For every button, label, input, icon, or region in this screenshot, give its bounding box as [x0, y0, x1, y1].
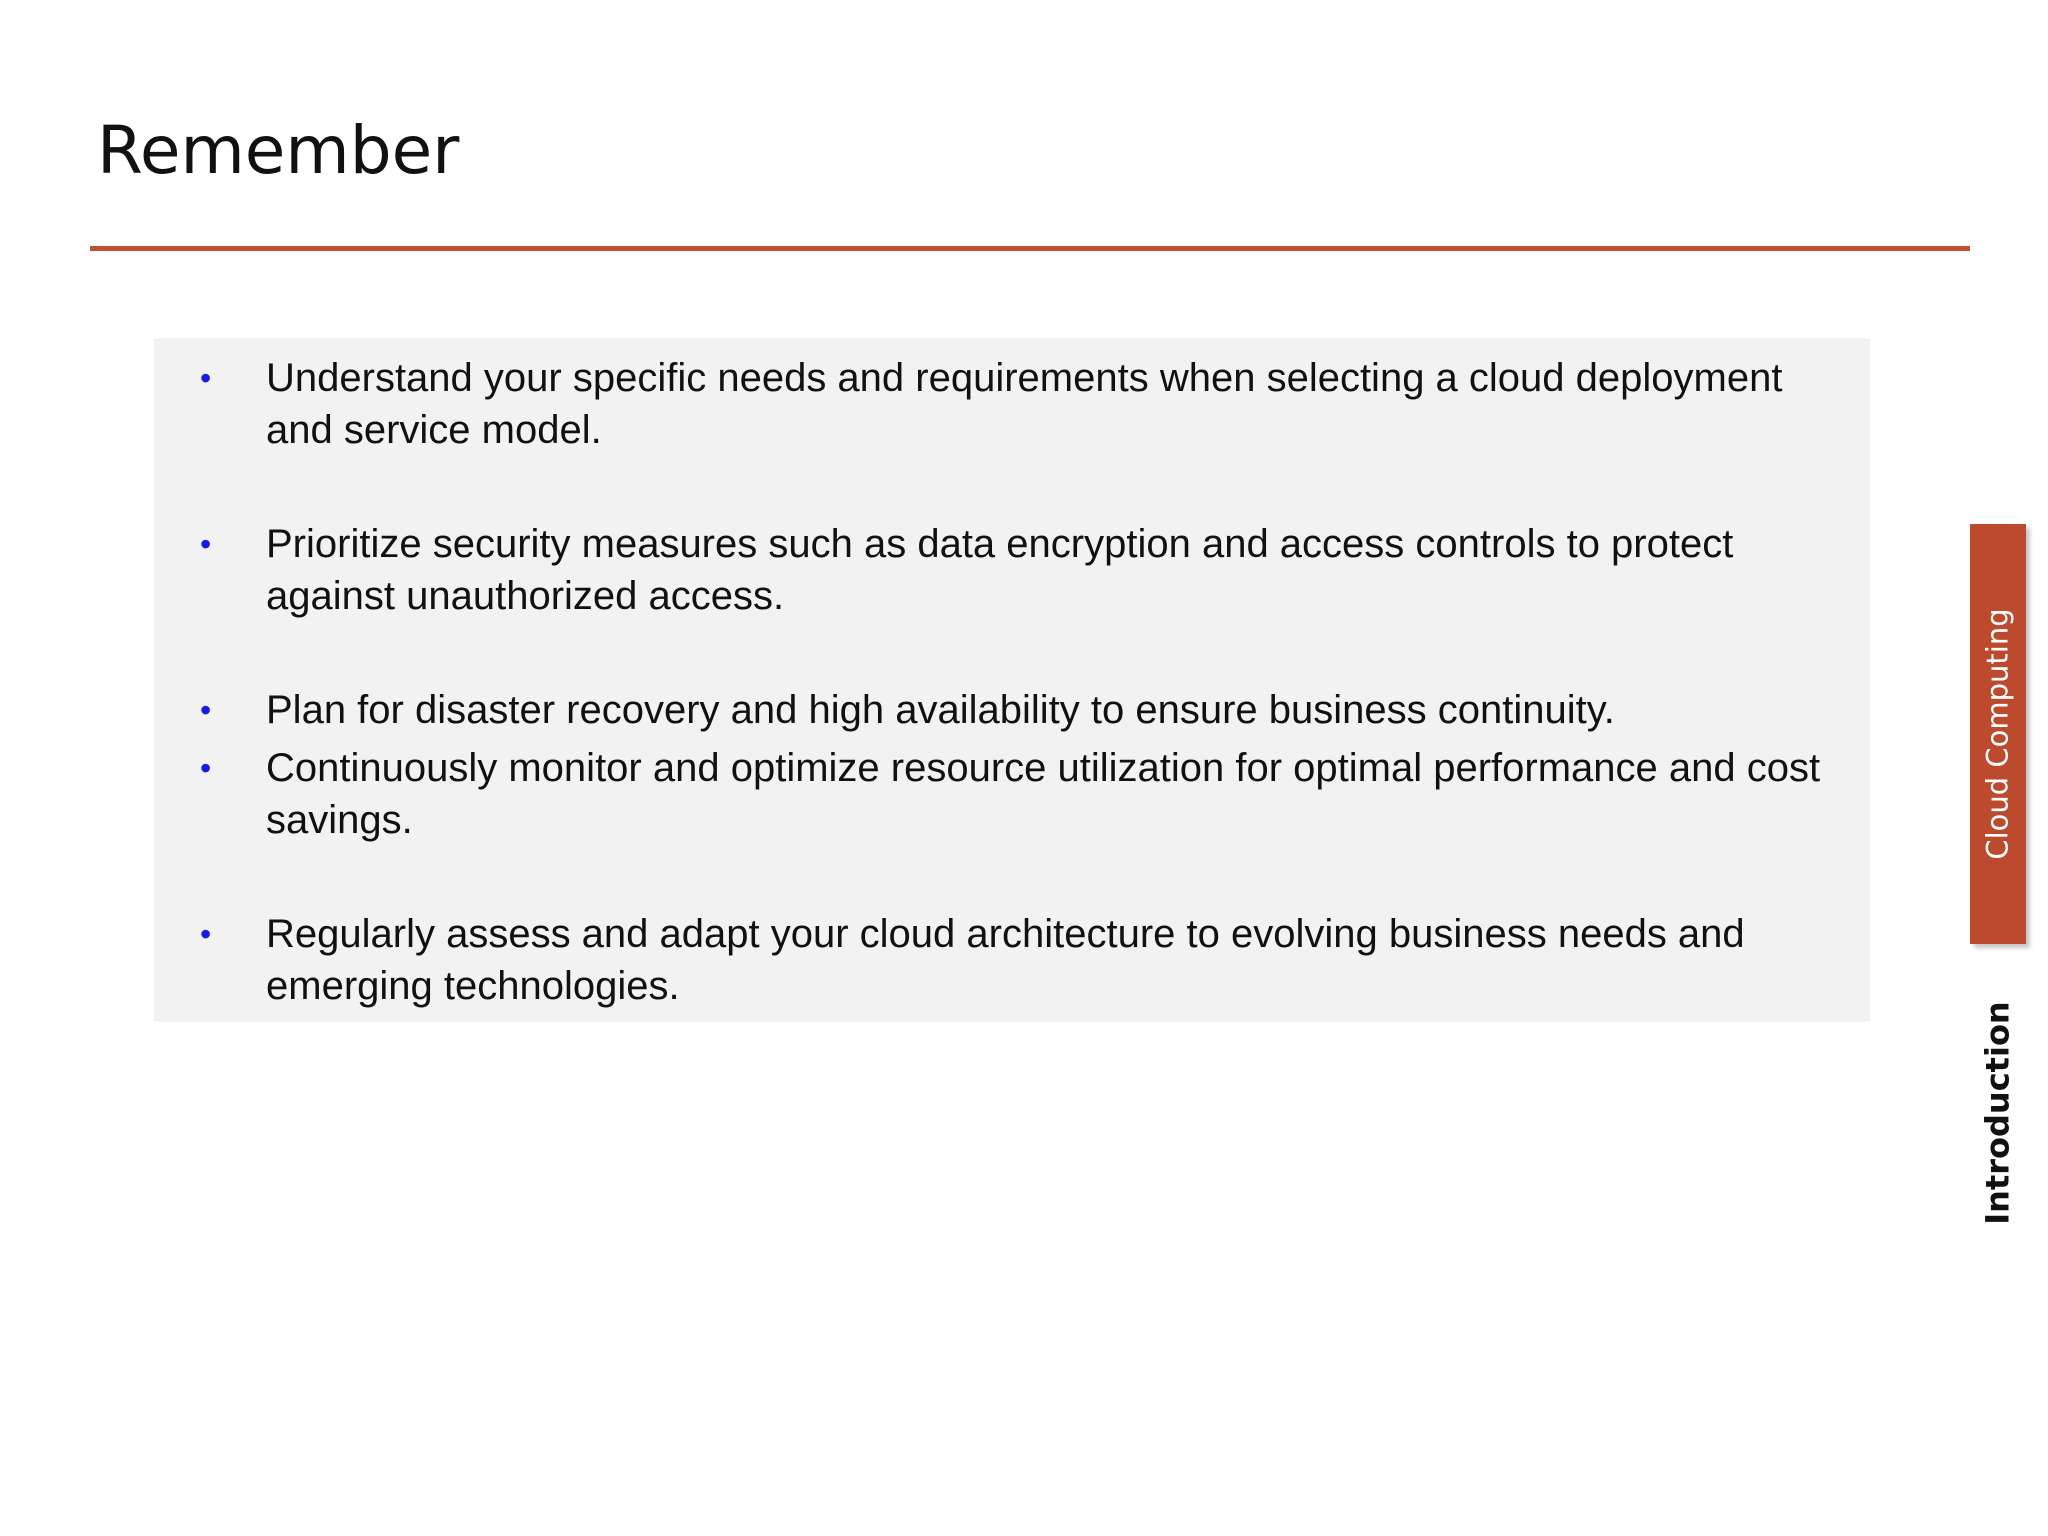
bullet-item — [154, 684, 1870, 736]
section-tab-cloud-computing[interactable] — [1970, 524, 2026, 944]
chapter-label-text: Introduction — [1979, 1001, 2017, 1225]
bullet-icon: • — [200, 916, 212, 952]
bullet-item — [154, 742, 1870, 846]
bullet-item — [154, 352, 1870, 456]
slide-title: Remember — [97, 112, 460, 189]
title-divider — [90, 246, 1970, 251]
bullet-icon: • — [200, 360, 212, 396]
bullet-text: Continuously monitor and optimize resource utilization for optimal performance and cost savings. — [266, 746, 1821, 842]
bullet-item — [154, 908, 1870, 1012]
bullet-icon: • — [200, 692, 212, 728]
section-tab-label: Cloud Computing — [1981, 608, 2015, 860]
bullet-text: Understand your specific needs and requirements when selecting a cloud deployment and service model. — [266, 356, 1783, 452]
bullet-text: Prioritize security measures such as data encryption and access controls to protect against unauthorized access. — [266, 522, 1734, 618]
bullet-list — [154, 352, 1870, 1012]
bullet-text: Plan for disaster recovery and high availability to ensure business continuity. — [266, 688, 1615, 732]
content-panel — [154, 338, 1870, 1022]
bullet-icon: • — [200, 750, 212, 786]
bullet-text: Regularly assess and adapt your cloud architecture to evolving business needs and emerging technologies. — [266, 912, 1745, 1008]
bullet-icon: • — [200, 526, 212, 562]
chapter-label-introduction[interactable] — [1970, 1001, 2026, 1225]
bullet-item — [154, 518, 1870, 622]
